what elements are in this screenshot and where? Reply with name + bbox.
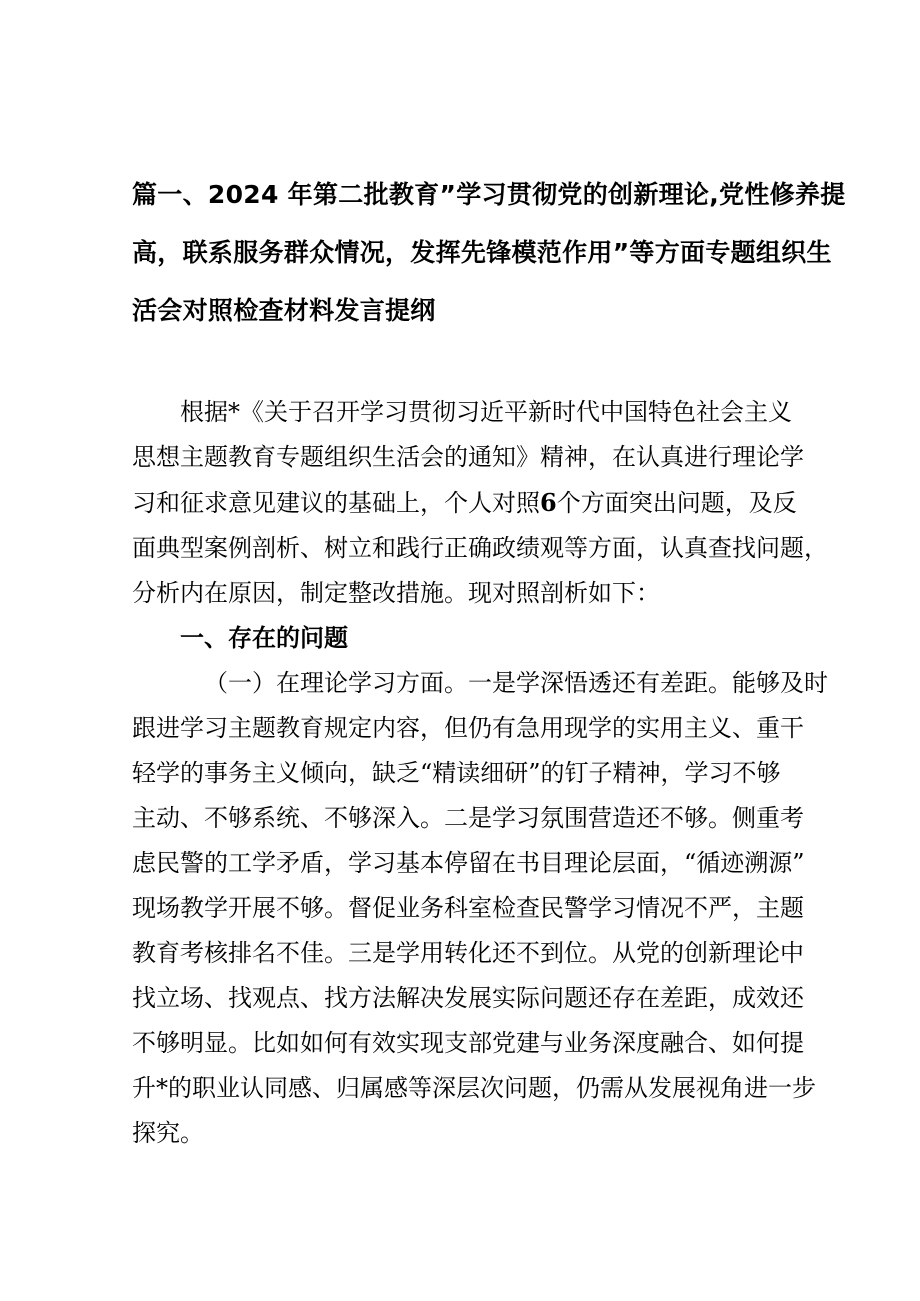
paragraph-line-3: 轻学的事务主义倾向，缺乏“精读细研”的钉子精神，学习不够 [132,759,781,787]
paragraph-line-6: 现场教学开展不够。督促业务科室检查民警学习情况不严，主题 [132,894,804,922]
document-title [132,166,846,340]
paragraph-line-10: 升*的职业认同感、归属感等深层次问题，仍需从发展视角进一步 [132,1074,816,1102]
title-line-2: 高，联系服务群众情况，发挥先锋模范作用”等方面专题组织生 [132,238,832,267]
intro-line-3-pre: 习和征求意见建议的基础上，个人对照 [132,489,540,517]
paragraph-line-7: 教育考核排名不佳。三是学用转化还不到位。从党的创新理论中 [132,939,804,967]
intro-line-3-post: 个方面突出问题，及反 [556,489,797,517]
paragraph-line-11: 探究。 [132,1119,204,1147]
intro-count: 6 [540,488,557,517]
document-body [132,390,828,1156]
title-line-3: 活会对照检查材料发言提纲 [132,296,436,325]
paragraph-line-1: （一）在理论学习方面。一是学深悟透还有差距。能够及时 [204,669,828,697]
title-line-1: 篇一、2024 年第二批教育”学习贯彻党的创新理论,党性修养提 [132,180,846,209]
intro-line-1: 根据*《关于召开学习贯彻习近平新时代中国特色社会主义 [180,398,792,426]
intro-line-2: 思想主题教育专题组织生活会的通知》精神，在认真进行理论学 [132,443,804,471]
intro-line-3 [132,480,812,526]
intro-line-4: 面典型案例剖析、树立和践行正确政绩观等方面，认真查找问题， [132,534,828,562]
paragraph-line-5: 虑民警的工学矛盾，学习基本停留在书目理论层面，“循迹溯源” [132,849,805,877]
paragraph-line-4: 主动、不够系统、不够深入。二是学习氛围营造还不够。侧重考 [132,804,804,832]
intro-line-5: 分析内在原因，制定整改措施。现对照剖析如下： [132,579,660,607]
section-heading: 一、存在的问题 [180,624,348,652]
paragraph-line-8: 找立场、找观点、找方法解决发展实际问题还存在差距，成效还 [132,984,804,1012]
paragraph-line-9: 不够明显。比如如何有效实现支部党建与业务深度融合、如何提 [132,1029,804,1057]
paragraph-line-2: 跟进学习主题教育规定内容，但仍有急用现学的实用主义、重干 [132,714,804,742]
